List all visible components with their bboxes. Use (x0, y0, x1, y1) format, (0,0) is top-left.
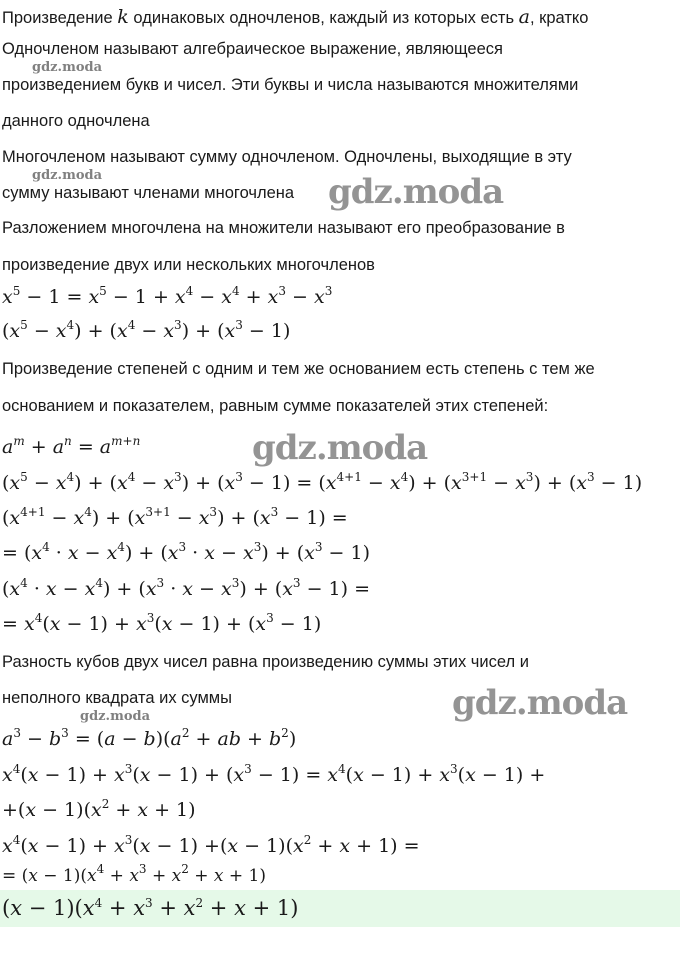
formula-line: $(x^5 - x^4) + (x^4 - x^3) + (x^3 - 1) = (x^{4+1} - x^4) + (x^{3+1} - x^3) + (x^3 - 1)$ (2, 470, 643, 494)
text-fragment: произведением букв и чисел. Эти буквы и числа называются множителями (2, 76, 579, 94)
watermark-logo: gdz.moda (252, 428, 428, 468)
text-fragment: произведение двух или нескольких многочленов (2, 256, 375, 274)
watermark-logo: gdz.moda (452, 683, 628, 723)
text-fragment: основанием и показателем, равным сумме показателей этих степеней: (2, 397, 549, 415)
text-fragment: Произведение степеней с одним и тем же основанием есть степень с тем же (2, 360, 595, 378)
watermark-logo: gdz.moda (80, 709, 151, 724)
formula-line: $x^4(x - 1) + x^3(x - 1) +(x - 1)(x^2 + x + 1)$ = (2, 833, 420, 857)
text-fragment: Произведение (2, 9, 118, 27)
text-line (2, 219, 565, 238)
text-line (2, 360, 595, 379)
formula-line: $+(x - 1)(x^2 + x + 1)$ (2, 797, 196, 821)
formula-line: = $x^4(x - 1) + x^3(x - 1) + (x^3 - 1)$ (2, 611, 322, 635)
text-line (2, 184, 294, 203)
formula-line: $(x^4 \cdot x - x^4) + (x^3 \cdot x - x^3) + (x^3 - 1)$ = (2, 576, 371, 600)
text-line (2, 653, 529, 672)
text-line (2, 689, 232, 708)
text-line (2, 397, 548, 416)
watermark-logo: gdz.moda (32, 168, 103, 183)
text-line (2, 148, 572, 167)
text-line (2, 112, 150, 131)
formula-line: $a^3 - b^3 = (a - b)(a^2$ + ab + $b^2$) (2, 726, 297, 750)
text-fragment: одинаковых одночленов, каждый из которых есть (128, 9, 519, 27)
formula-line: $(x^5 - x^4) + (x^4 - x^3) + (x^3 - 1)$ (2, 318, 291, 342)
text-line (2, 76, 578, 95)
text-fragment: , кратко (529, 9, 589, 27)
text-fragment: Одночленом называют алгебраическое выражение, являющееся (2, 40, 503, 58)
text-line (2, 40, 503, 59)
watermark-logo: gdz.moda (328, 172, 504, 212)
formula-line: = $(x - 1)(x^4 + x^3 + x^2 + x + 1)$ (2, 862, 266, 886)
formula-line: = $(x^4 \cdot x - x^4) + (x^3 \cdot x - x^3) + (x^3 - 1)$ (2, 540, 371, 564)
formula-line: $x^4(x - 1) + x^3(x - 1) + (x^3 - 1) = x^4(x - 1) + x^3(x - 1)$ + (2, 762, 546, 786)
math-variable: k (117, 6, 129, 28)
formula-line: $a^m + a^n = a^{m+n}$ (2, 434, 141, 458)
text-fragment: неполного квадрата их суммы (2, 689, 233, 707)
text-fragment: сумму называют членами многочлена (2, 184, 295, 202)
text-fragment: данного одночлена (2, 112, 150, 130)
text-line (2, 256, 375, 275)
text-fragment: Разложением многочлена на множители называют его преобразование в (2, 219, 565, 237)
formula-line: $x^5 - 1 = x^5 - 1 + x^4 - x^4 + x^3 - x^3$ (2, 284, 333, 308)
watermark-logo: gdz.moda (32, 60, 103, 75)
text-line (2, 6, 588, 28)
text-fragment: Многочленом называют сумму одночленом. Одночлены, выходящие в эту (2, 148, 572, 166)
math-variable: a (518, 6, 530, 28)
text-fragment: Разность кубов двух чисел равна произведению суммы этих чисел и (2, 653, 529, 671)
formula-line: $(x^{4+1} - x^4) + (x^{3+1} - x^3) + (x^3 - 1)$ = (2, 505, 348, 529)
final-answer: $(x - 1)(x^4 + x^3 + x^2 + x + 1)$ (2, 896, 299, 920)
